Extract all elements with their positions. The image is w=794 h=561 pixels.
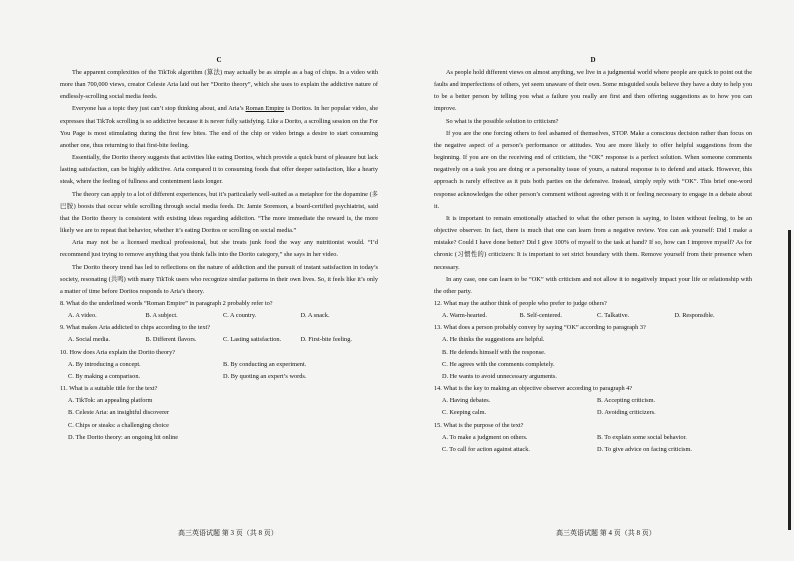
passage-paragraph: The Dorito theory trend has led to reflections on the nature of addiction and the pursuit of instant satisfaction in today’s society, resonating (共鸣) with many TikTok users who recognize similar patterns in their own lives. So, it feels like it’s only a matter of time before Doritos responds to Aria’s theory.: [60, 263, 378, 295]
passage-paragraph: It is important to remain emotionally attached to what the other person is saying, to listen without feeling, to be an objective observer. In fact, there is much that one can learn from a negative review. You can ask yourself: Did I make a mistake? Could I have done better? Did I give 100% of myself to the task at hand? If so, how can I improve myself? As for chronic (习惯性的) criticizers: It is important to set strict boundary with them. Remove yourself from their presence when necessary.: [434, 214, 752, 271]
answer-option[interactable]: C. A country.: [223, 312, 257, 320]
passage-paragraph: Everyone has a topic they just can’t stop thinking about, and Aria’s Roman Empire is Doritos. In her popular video, she expresses that TikTok scrolling is so addictive because it is never fully satisfying. Like a Dorito, a scrolling session on the For You Page is most stimulating during the first few bites. The end of the chip or video brings a desire to start consuming another one, thus returning to that first-bite feeling.: [60, 105, 378, 149]
answer-option[interactable]: A. Social media.: [68, 336, 110, 344]
answer-option[interactable]: B. Accepting criticism.: [597, 397, 656, 405]
answer-option[interactable]: C. By making a comparison.: [68, 372, 141, 380]
answer-option[interactable]: C. Keeping calm.: [442, 409, 487, 417]
answer-option[interactable]: D. By quoting an expert’s words.: [223, 372, 307, 380]
answer-option[interactable]: B. Self-centered.: [519, 312, 562, 320]
question-list: [60, 298, 378, 444]
question-stem: 14. What is the key to making an objective observer according to paragraph 4?: [434, 385, 633, 393]
answer-option[interactable]: A. TikTok: an appealing platform: [68, 397, 153, 405]
answer-option[interactable]: D. A snack.: [300, 312, 330, 320]
answer-option[interactable]: D. He wants to avoid unnecessary arguments.: [442, 372, 557, 380]
answer-option[interactable]: D. The Dorito theory: an ongoing hit online: [68, 433, 179, 441]
answer-option[interactable]: B. He defends himself with the response.: [442, 348, 546, 356]
right-column: [434, 55, 752, 456]
answer-option[interactable]: D. First-bite feeling.: [300, 336, 352, 344]
question-stem: 15. What is the purpose of the text?: [434, 421, 524, 429]
question-stem: 9. What makes Aria addicted to chips according to the text?: [60, 324, 211, 332]
page-footer: 高三英语试题 第 3 页（共 8 页）: [178, 529, 278, 537]
passage-paragraph: Aria may not be a licensed medical professional, but she treats junk food the way any nutritionist would. “I’d recommend just trying to remove anything that you think falls into the Dorito category,” she says in her video.: [60, 239, 378, 259]
passage-paragraph: The apparent complexities of the TikTok algorithm (算法) may actually be as simple as a bag of chips. In a video with more than 700,000 views, creator Celeste Aria laid out her “Dorito theory”, which she uses to explain the addictive nature of endlessly-scrolling social media feeds.: [60, 69, 378, 101]
answer-option[interactable]: D. To give advice on facing criticism.: [597, 445, 692, 453]
answer-option[interactable]: B. Different flavors.: [145, 336, 197, 344]
answer-option[interactable]: C. He agrees with the comments completely.: [442, 360, 555, 368]
scan-edge: [788, 230, 791, 530]
answer-option[interactable]: B. Celeste Aria: an insightful discoverer: [68, 409, 170, 417]
passage-paragraph: So what is the possible solution to criticism?: [446, 117, 559, 125]
answer-option[interactable]: C. To call for action against attack.: [442, 445, 530, 453]
answer-option[interactable]: D. Avoiding criticizers.: [597, 409, 656, 417]
answer-option[interactable]: A. He thinks the suggestions are helpful.: [442, 336, 545, 344]
answer-option[interactable]: C. Chips or steaks: a challenging choice: [68, 421, 169, 429]
page-footer: 高三英语试题 第 4 页（共 8 页）: [556, 529, 656, 537]
underlined-phrase: Roman Empire: [245, 105, 285, 113]
question-stem: 11. What is a suitable title for the text?: [60, 385, 158, 393]
passage-paragraph: In any case, one can learn to be “OK” with criticism and not allow it to negatively impact your life or relationship with the other party.: [434, 275, 752, 295]
question-list: [434, 298, 752, 456]
answer-option[interactable]: B. To explain some social behavior.: [597, 433, 687, 441]
answer-option[interactable]: C. Lasting satisfaction.: [223, 336, 282, 344]
answer-option[interactable]: A. By introducing a concept.: [68, 360, 141, 368]
question-stem: 8. What do the underlined words “Roman Empire” in paragraph 2 probably refer to?: [60, 299, 273, 307]
answer-option[interactable]: B. By conducting an experiment.: [223, 360, 307, 368]
question-stem: 13. What does a person probably convey by saying “OK” according to paragraph 3?: [434, 324, 646, 332]
answer-option[interactable]: C. Talkative.: [597, 312, 630, 320]
answer-option[interactable]: A. To make a judgment on others.: [442, 433, 528, 441]
section-title-c: C: [216, 56, 222, 64]
answer-option[interactable]: D. Responsible.: [674, 312, 715, 320]
passage-paragraph: As people hold different views on almost anything, we live in a judgmental world where people are quick to point out the faults and imperfections of others, yet seem unaware of their own. Some misguided souls believe they have a duty to help you to be a better person by telling you what a failure you really are first and then offering suggestions as to how you can improve.: [434, 69, 752, 113]
answer-option[interactable]: A. A video.: [68, 312, 97, 320]
passage-paragraph: Essentially, the Dorito theory suggests that activities like eating Doritos, which provide a quick burst of pleasure but lack lasting satisfaction, can be highly addictive. Aria compared it to consuming foods that offer deeper satisfaction, like a hearty steak, where the feeling of fullness and contentment lasts longer.: [60, 154, 378, 186]
answer-option[interactable]: A. Warm-hearted.: [442, 312, 488, 320]
passage-paragraph: The theory can apply to a lot of different experiences, but it’s particularly well-suited as a metaphor for the dopamine (多巴胺) boosts that occur while scrolling through social media feeds. Dr. Jamie Sorenson, a board-certified psychiatrist, said that the Dorito theory is consistent with existing ideas regarding addiction. “The more immediate the reward is, the more likely we are to repeat that behavior, whether it’s eating Doritos or scrolling on social media.”: [60, 190, 378, 235]
question-stem: 10. How does Aria explain the Dorito theory?: [60, 348, 176, 356]
section-title-d: D: [590, 56, 596, 64]
left-column: [60, 55, 378, 444]
passage-paragraph: If you are the one forcing others to feel ashamed of themselves, STOP. Make a conscious decision rather than focus on the negative aspect of a person’s performance or attitudes. You are more likely to offer helpful suggestions from the beginning. If you are on the receiving end of criticism, the “OK” response is a perfect solution. When someone comments negatively on a task you are doing or a personality issue of yours, a natural response is to defend and attack. However, this approach is rarely effective as it puts both parties on the defensive. Instead, simply reply with “OK”. This brief one-word response acknowledges the other person’s comment without agreeing with it or feeling necessary to engage in a debate about it.: [434, 129, 752, 210]
answer-option[interactable]: A. Having debates.: [442, 397, 491, 405]
question-stem: 12. What may the author think of people who prefer to judge others?: [434, 299, 607, 307]
answer-option[interactable]: B. A subject.: [145, 312, 178, 320]
